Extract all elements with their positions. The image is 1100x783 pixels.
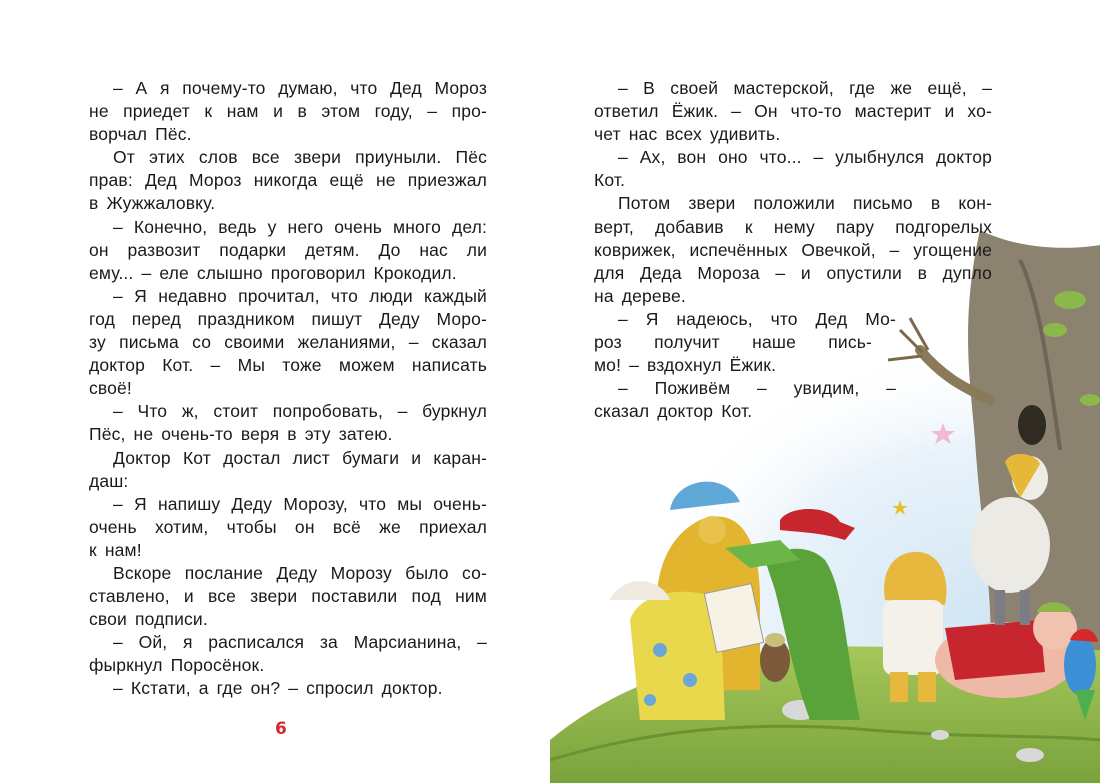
- right-page-text: [594, 77, 992, 423]
- text-line: – Конечно, ведь у него очень много дел:: [113, 216, 487, 237]
- text-line: Потом звери положили письмо в кон-: [618, 193, 992, 214]
- text-line: – Я напишу Деду Морозу, что мы очень-: [113, 493, 487, 514]
- page-number: 6: [275, 719, 287, 739]
- text-line: ответил Ёжик. – Он что-то мастерит и хо-: [594, 101, 992, 122]
- text-line: Кот.: [594, 170, 626, 191]
- text-line: – Ах, вон оно что... – улыбнулся доктор: [618, 147, 992, 168]
- text-line: не приедет к нам и в этом году, – про-: [89, 101, 487, 122]
- text-line: мо! – вздохнул Ёжик.: [594, 355, 777, 376]
- text-line: ставлено, и все звери поставили под ним: [89, 586, 487, 607]
- text-line: фыркнул Поросёнок.: [89, 655, 265, 676]
- text-line: прав: Дед Мороз никогда ещё не приезжал: [89, 170, 487, 191]
- text-line: он развозит подарки детям. До нас ли: [89, 239, 487, 260]
- text-line: ворчал Пёс.: [89, 124, 192, 145]
- text-line: Вскоре послание Деду Морозу было со-: [113, 562, 487, 583]
- text-line: год перед праздником пишут Деду Моро-: [89, 308, 487, 329]
- text-line: для Деда Мороза – и опустили в дупло: [594, 262, 992, 283]
- text-line: доктор Кот. – Мы тоже можем написать: [89, 355, 487, 376]
- text-line: – А я почему-то думаю, что Дед Мороз: [113, 78, 487, 98]
- text-line: – Я надеюсь, что Дед Мо-: [618, 308, 896, 329]
- text-line: чет нас всех удивить.: [594, 124, 781, 145]
- text-line: свои подписи.: [89, 609, 208, 630]
- right-page: [550, 0, 1100, 783]
- text-line: – Я недавно прочитал, что люди каждый: [113, 285, 487, 306]
- text-line: на дереве.: [594, 285, 686, 306]
- text-line: – В своей мастерской, где же ещё, –: [618, 78, 992, 98]
- text-line: зу письма со своими желаниями, – сказал: [89, 332, 487, 353]
- text-line: – Поживём – увидим, –: [618, 378, 896, 399]
- text-line: в Жужжаловку.: [89, 193, 216, 214]
- text-line: очень хотим, чтобы он всё же приехал: [89, 516, 487, 537]
- text-line: Доктор Кот достал лист бумаги и каран-: [113, 447, 487, 468]
- text-line: к нам!: [89, 539, 142, 560]
- text-line: – Кстати, а где он? – спросил доктор.: [113, 678, 443, 699]
- text-line: даш:: [89, 470, 129, 491]
- text-line: От этих слов все звери приуныли. Пёс: [113, 147, 487, 168]
- text-line: ему... – еле слышно проговорил Крокодил.: [89, 262, 457, 283]
- left-page-text: [89, 77, 487, 701]
- text-line: верт, добавив к нему пару подгорелых: [594, 216, 992, 237]
- text-line: роз получит наше пись-: [594, 332, 872, 353]
- text-line: своё!: [89, 378, 132, 399]
- text-line: – Что ж, стоит попробовать, – буркнул: [113, 401, 487, 422]
- text-line: коврижек, испечённых Овечкой, – угощение: [594, 239, 992, 260]
- text-line: Пёс, не очень-то веря в эту затею.: [89, 424, 393, 445]
- text-line: сказал доктор Кот.: [594, 401, 753, 422]
- text-line: – Ой, я расписался за Марсианина, –: [113, 632, 487, 653]
